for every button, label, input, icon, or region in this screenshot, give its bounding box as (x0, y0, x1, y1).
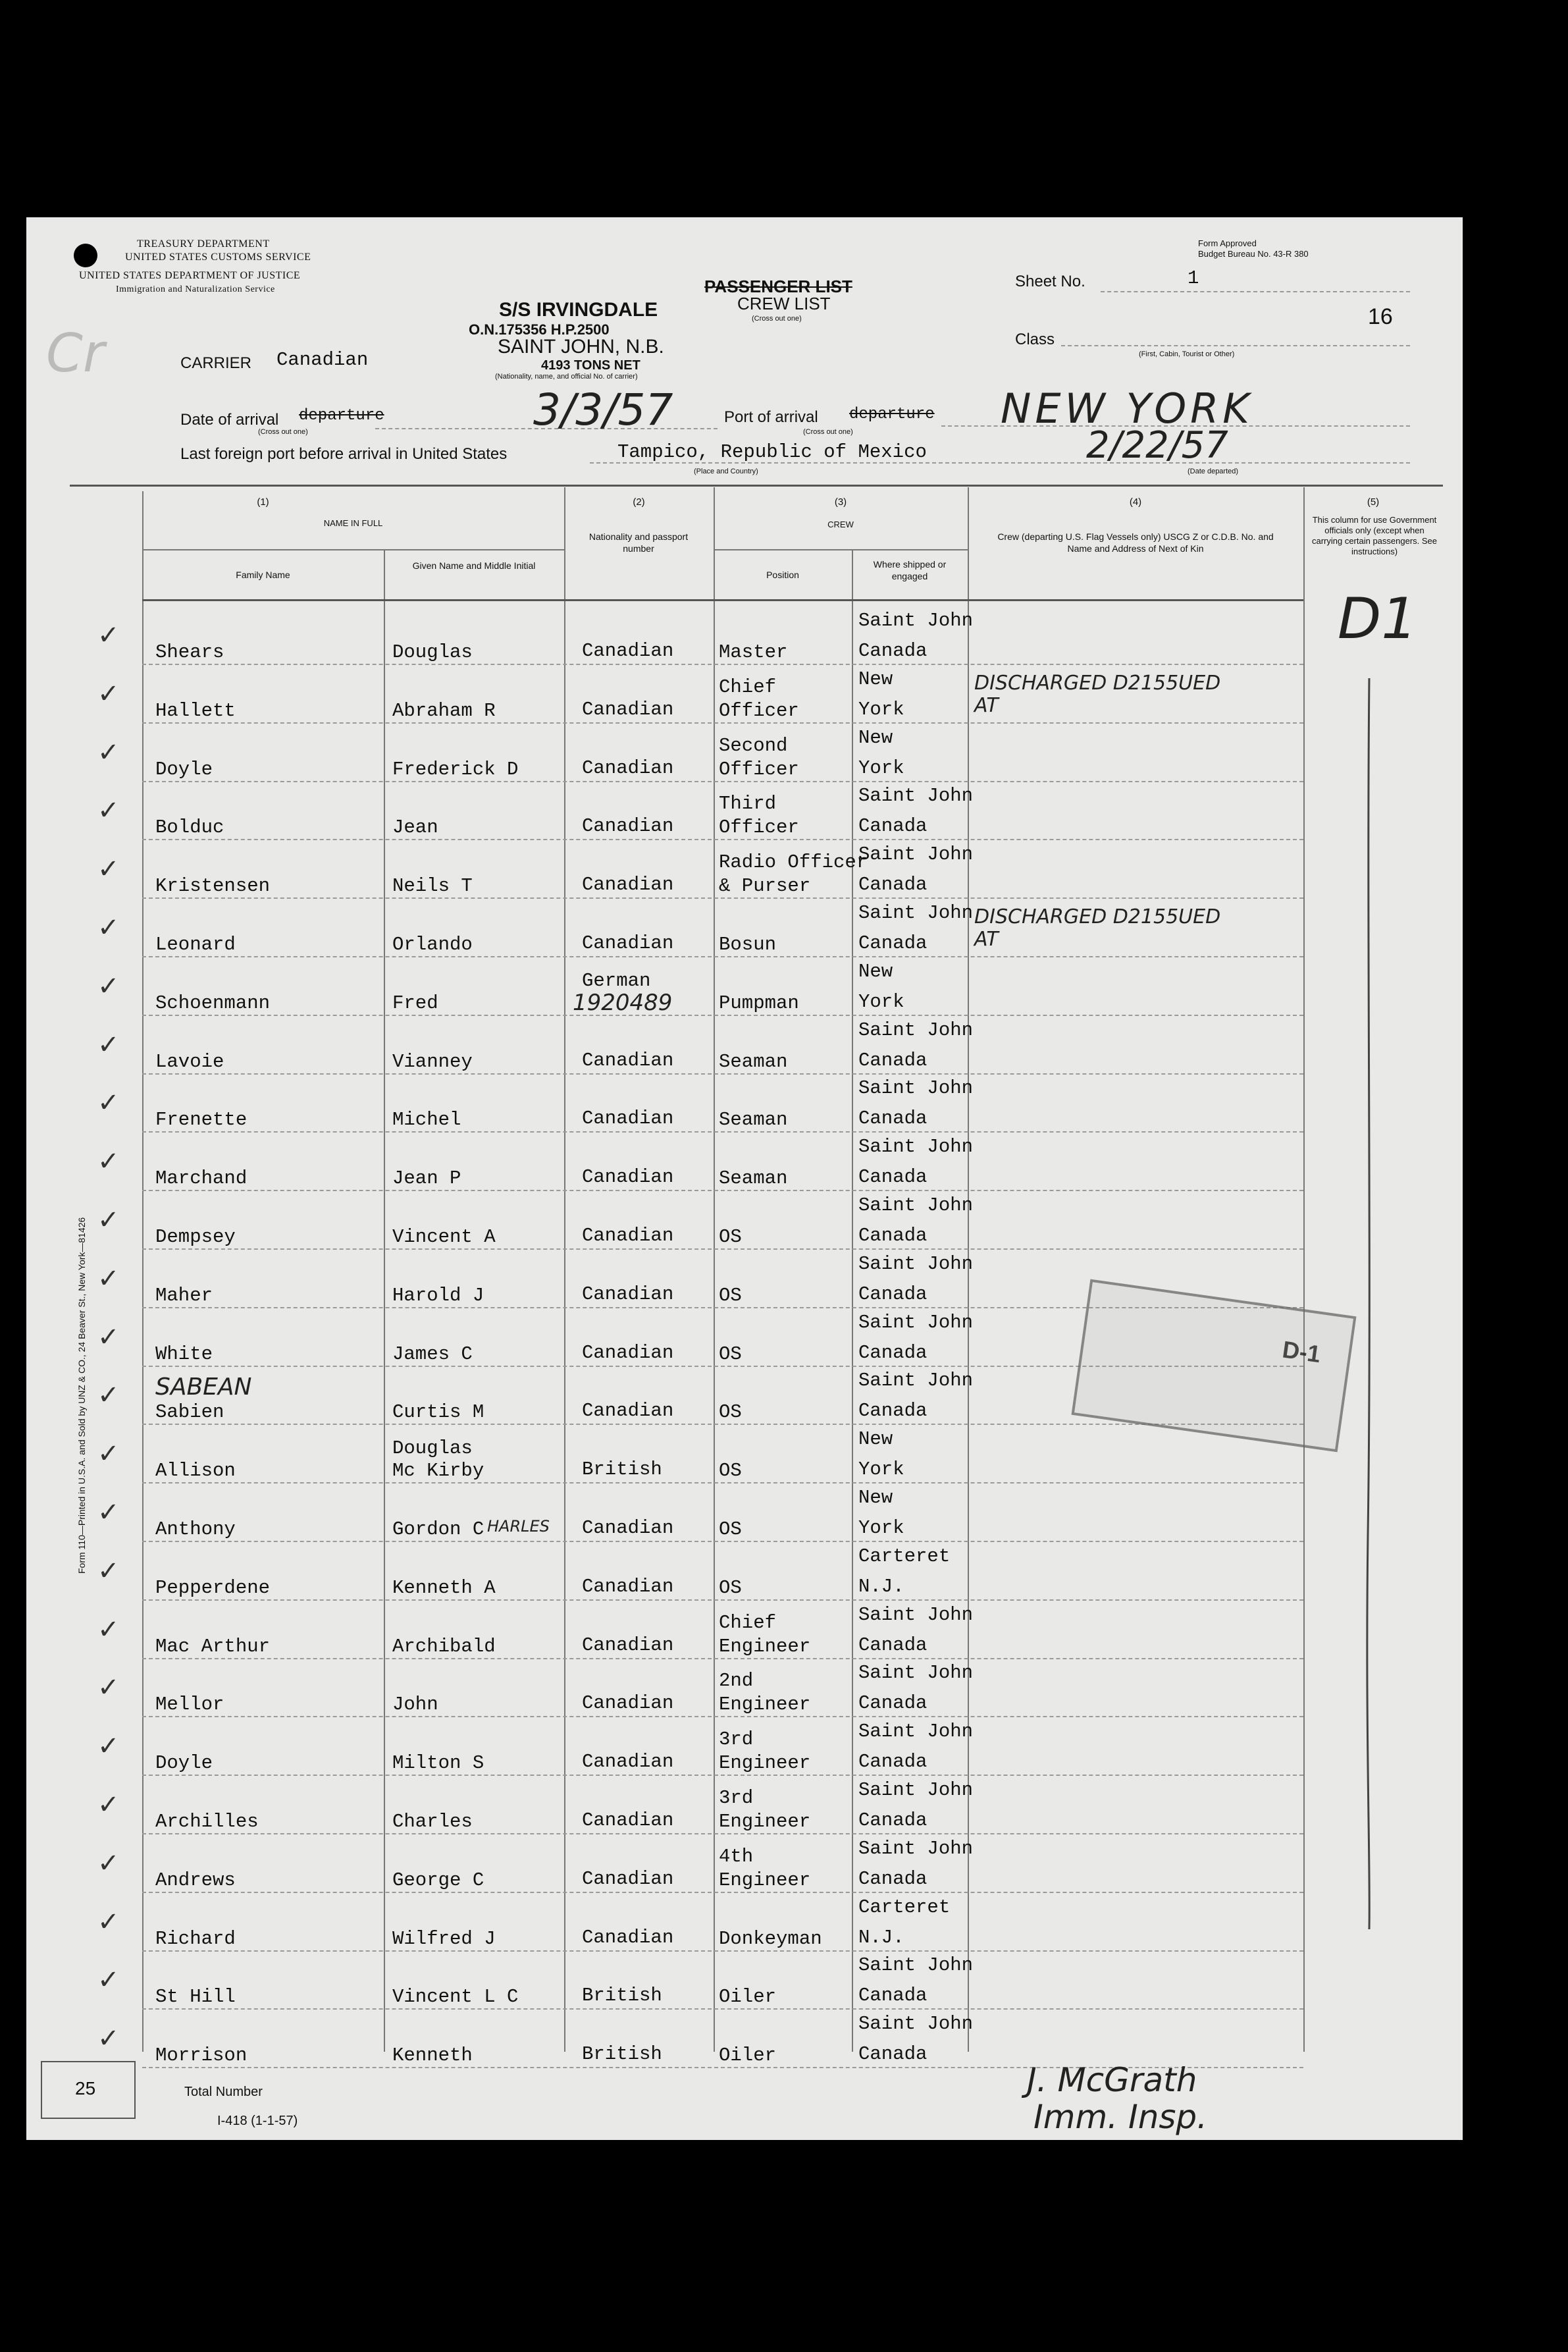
check-mark: ✓ (97, 1029, 120, 1060)
nationality: Canadian (582, 874, 674, 896)
family-name: St Hill (155, 1986, 236, 2008)
family-name: Shears (155, 641, 224, 663)
vessel-stamp-line-4: 4193 TONS NET (541, 358, 640, 373)
check-mark: ✓ (97, 1146, 120, 1177)
position-line-1: Third (719, 793, 777, 815)
given-name: Neils T (392, 875, 473, 897)
position-line-2: Oiler (719, 2045, 777, 2067)
col2-number: (2) (633, 496, 645, 508)
crew-list-title: CREW LIST (737, 294, 831, 313)
cross-out-hint: (Cross out one) (752, 315, 802, 323)
shipped-header: Where shipped or engaged (873, 559, 947, 581)
family-name: Pepperdene (155, 1576, 271, 1599)
given-name: George C (392, 1869, 484, 1891)
shipped-line-1: Saint John (858, 1370, 974, 1392)
given-name: James C (392, 1343, 473, 1365)
given-name: Michel (392, 1109, 461, 1131)
col5-mark: D1 (1338, 586, 1417, 652)
total-number: 25 (75, 2078, 96, 2098)
family-name: Lavoie (155, 1050, 224, 1073)
given-name: Harold J (392, 1284, 484, 1306)
shipped-line-2: Canada (858, 1634, 928, 1656)
shipped-line-2: York (858, 1458, 904, 1481)
check-mark: ✓ (97, 913, 120, 943)
col5-number: (5) (1367, 496, 1380, 508)
position-header: Position (766, 570, 799, 580)
total-box (41, 2061, 136, 2119)
check-mark: ✓ (97, 1322, 120, 1352)
shipped-line-1: Saint John (858, 1019, 974, 1041)
signature-title: Imm. Insp. (1033, 2098, 1208, 2136)
family-name: Leonard (155, 934, 236, 955)
shipped-line-2: Canada (858, 1283, 928, 1305)
shipped-line-1: Saint John (858, 1603, 974, 1626)
nationality: Canadian (582, 1049, 674, 1071)
check-mark: ✓ (97, 854, 120, 885)
given-name-handwritten: HARLES (487, 1517, 550, 1536)
family-name: Mac Arthur (155, 1635, 271, 1657)
shipped-line-2: Canada (858, 815, 928, 838)
position-line-2: Oiler (719, 1986, 777, 2008)
shipped-line-1: Saint John (858, 1252, 974, 1275)
nationality: Canadian (582, 932, 674, 954)
position-line-2: OS (719, 1226, 742, 1248)
position-line-1: 2nd (719, 1670, 754, 1692)
sheet-number: 1 (1188, 267, 1199, 289)
last-port-value: Tampico, Republic of Mexico (617, 441, 927, 463)
given-name: Charles (392, 1811, 473, 1832)
position-line-2: Officer (719, 699, 799, 722)
nationality: Canadian (582, 1575, 674, 1597)
shipped-line-2: Canada (858, 932, 928, 954)
discharge-note: DISCHARGED D2155UED AT (974, 905, 1221, 951)
shipped-line-2: Canada (858, 2043, 928, 2066)
check-mark: ✓ (97, 1088, 120, 1119)
faint-handwriting: Cr (46, 323, 105, 384)
shipped-line-2: N.J. (858, 1926, 904, 1948)
given-name: Vianney (392, 1050, 473, 1073)
position-line-2: Pumpman (719, 992, 799, 1014)
shipped-line-1: Saint John (858, 1136, 974, 1158)
shipped-line-1: Saint John (858, 843, 974, 866)
position-line-1: 3rd (719, 1787, 754, 1809)
nationality: Canadian (582, 640, 674, 662)
given-name: Archibald (392, 1635, 496, 1657)
given-name: Jean (392, 816, 438, 839)
col1-header: NAME IN FULL (323, 518, 383, 528)
position-line-2: Engineer (719, 1869, 811, 1891)
shipped-line-2: N.J. (858, 1575, 904, 1597)
nationality: British (582, 1985, 662, 2007)
position-line-2: Officer (719, 816, 799, 839)
shipped-line-1: New (858, 668, 893, 690)
col1-number: (1) (257, 496, 269, 508)
check-mark: ✓ (97, 1439, 120, 1470)
shipped-line-2: York (858, 990, 904, 1013)
given-name: Kenneth A (392, 1576, 496, 1599)
signature-name: J. McGrath (1027, 2061, 1197, 2099)
form-printer-note: Form 110—Printed in U.S.A. and Sold by UNZ & CO., 24 Beaver St., New York—81426 (76, 1217, 87, 1574)
shipped-line-1: Carteret (858, 1896, 951, 1918)
position-line-1: Second (719, 734, 788, 757)
nationality: Canadian (582, 1225, 674, 1246)
check-mark: ✓ (97, 1205, 120, 1235)
kin-header: Crew (departing U.S. Flag Vessels only) USCG Z or C.D.B. No. and Name and Address of Next of Kin (997, 531, 1274, 554)
check-mark: ✓ (97, 1497, 120, 1528)
nationality: Canadian (582, 1283, 674, 1305)
shipped-line-1: New (858, 1428, 893, 1451)
shipped-line-1: Saint John (858, 1721, 974, 1743)
shipped-line-2: Canada (858, 874, 928, 896)
vessel-stamp-line-2: O.N.175356 H.P.2500 (469, 321, 610, 338)
shipped-line-2: Canada (858, 1166, 928, 1189)
given-name: Abraham R (392, 699, 496, 722)
nationality: Canadian (582, 1634, 674, 1656)
check-mark: ✓ (97, 971, 120, 1002)
nationality: Canadian (582, 1166, 674, 1189)
position-line-2: Seaman (719, 1167, 788, 1190)
check-mark: ✓ (97, 1965, 120, 1996)
date-of-arrival-label: Date of arrival (180, 411, 279, 429)
vessel-stamp-line-3: SAINT JOHN, N.B. (498, 336, 664, 358)
nationality: Canadian (582, 815, 674, 838)
position-line-2: Seaman (719, 1050, 788, 1073)
col4-number: (4) (1129, 496, 1142, 508)
vessel-hint: (Nationality, name, and official No. of carrier) (495, 373, 638, 381)
shipped-line-2: Canada (858, 1692, 928, 1715)
family-name: Bolduc (155, 816, 224, 839)
position-line-2: Bosun (719, 934, 777, 955)
check-mark: ✓ (97, 1263, 120, 1294)
position-line-2: OS (719, 1576, 742, 1599)
family-name: Richard (155, 1927, 236, 1950)
shipped-line-2: Canada (858, 1867, 928, 1890)
passport-number: 1920489 (573, 989, 673, 1016)
class-label: Class (1015, 331, 1055, 348)
shipped-line-1: New (858, 726, 893, 749)
given-name-header: Given Name and Middle Initial (412, 560, 536, 571)
agency-line-3: UNITED STATES DEPARTMENT OF JUSTICE (79, 270, 301, 281)
date-departed-value: 2/22/57 (1086, 424, 1228, 467)
given-name: Orlando (392, 934, 473, 955)
shipped-line-2: Canada (858, 1341, 928, 1364)
shipped-line-2: Canada (858, 640, 928, 662)
family-name-header: Family Name (236, 570, 290, 580)
shipped-line-1: Saint John (858, 610, 974, 631)
position-line-2: & Purser (719, 875, 811, 897)
shipped-line-2: Canada (858, 1809, 928, 1831)
position-line-2: OS (719, 1401, 742, 1424)
check-mark: ✓ (97, 1790, 120, 1820)
shipped-line-2: Canada (858, 1985, 928, 2007)
passenger-list-struck: PASSENGER LIST (704, 277, 852, 296)
check-mark: ✓ (97, 1672, 120, 1703)
position-line-2: Engineer (719, 1811, 811, 1832)
position-line-2: OS (719, 1518, 742, 1540)
family-name: Hallett (155, 699, 236, 722)
position-line-2: Officer (719, 758, 799, 780)
shipped-line-2: Canada (858, 1049, 928, 1071)
shipped-line-1: Saint John (858, 1837, 974, 1859)
departure-struck: departure (299, 407, 384, 425)
position-line-2: Engineer (719, 1752, 811, 1775)
check-mark: ✓ (97, 2023, 120, 2054)
official-use-header: This column for use Government officials only (except when carrying certain passengers. See instructions) (1311, 515, 1438, 556)
shipped-line-1: Saint John (858, 902, 974, 924)
col3-number: (3) (834, 496, 847, 508)
stamp-code: D-1 (1280, 1335, 1322, 1368)
total-label: Total Number (184, 2085, 263, 2099)
shipped-line-1: Carteret (858, 1545, 951, 1567)
check-mark: ✓ (97, 1555, 120, 1586)
position-line-2: Engineer (719, 1694, 811, 1716)
position-line-2: Master (719, 641, 788, 663)
given-name: Douglas (392, 641, 473, 663)
shipped-line-1: Saint John (858, 1954, 974, 1977)
page-number: 16 (1368, 304, 1393, 329)
shipped-line-1: New (858, 960, 893, 982)
nationality: Canadian (582, 1400, 674, 1422)
given-name: Curtis M (392, 1401, 484, 1424)
position-line-1: Radio Officer (719, 851, 868, 874)
given-name: Vincent A (392, 1226, 496, 1248)
shipped-line-2: York (858, 1517, 904, 1539)
given-name: Fred (392, 992, 438, 1014)
nationality: Canadian (582, 698, 674, 720)
carrier-label: CARRIER (180, 354, 252, 372)
check-mark: ✓ (97, 620, 120, 651)
shipped-line-1: Saint John (858, 1194, 974, 1216)
port-of-arrival-value: NEW YORK (1001, 385, 1253, 433)
check-mark: ✓ (97, 678, 120, 709)
family-name: Frenette (155, 1109, 248, 1131)
form-approved: Form Approved (1198, 238, 1257, 248)
form-number: I-418 (1-1-57) (217, 2114, 298, 2128)
family-name: Doyle (155, 758, 213, 780)
family-name: Sabien (155, 1401, 224, 1424)
given-name: Jean P (392, 1167, 461, 1190)
family-name: Archilles (155, 1811, 259, 1832)
nationality-header: Nationality and passport number (588, 531, 689, 554)
nationality: Canadian (582, 1517, 674, 1539)
nationality: Canadian (582, 1926, 674, 1948)
punch-hole (74, 244, 97, 267)
agency-line-4: Immigration and Naturalization Service (116, 284, 275, 294)
shipped-line-2: Canada (858, 1108, 928, 1130)
crew-header: CREW (827, 520, 854, 529)
family-name: Kristensen (155, 875, 271, 897)
family-name: White (155, 1343, 213, 1365)
sheet-label: Sheet No. (1015, 273, 1085, 290)
position-line-2: Seaman (719, 1109, 788, 1131)
shipped-line-1: Saint John (858, 785, 974, 807)
last-port-label: Last foreign port before arrival in United States (180, 445, 508, 463)
manifest-sheet (26, 217, 1463, 2140)
family-name: Schoenmann (155, 992, 271, 1014)
shipped-line-1: Saint John (858, 1077, 974, 1100)
check-mark: ✓ (97, 1731, 120, 1762)
family-name: Allison (155, 1460, 236, 1482)
discharge-note: DISCHARGED D2155UED AT (974, 671, 1221, 717)
family-name: Anthony (155, 1518, 236, 1540)
given-name: Milton S (392, 1752, 484, 1775)
given-name-first: Douglas (392, 1437, 473, 1460)
given-name: Gordon C (392, 1518, 484, 1540)
nationality: Canadian (582, 1867, 674, 1890)
position-line-1: Chief (719, 1611, 777, 1634)
position-line-2: Engineer (719, 1635, 811, 1657)
position-line-1: 4th (719, 1845, 754, 1867)
shipped-line-1: Saint John (858, 1311, 974, 1333)
family-name: Doyle (155, 1752, 213, 1775)
check-mark: ✓ (97, 1614, 120, 1645)
budget-bureau: Budget Bureau No. 43-R 380 (1198, 249, 1309, 259)
shipped-line-2: York (858, 757, 904, 779)
nationality: Canadian (582, 757, 674, 779)
nationality: British (582, 2043, 662, 2066)
family-name: Mellor (155, 1694, 224, 1716)
family-name: Dempsey (155, 1226, 236, 1248)
position-line-2: OS (719, 1284, 742, 1306)
cross-out-hint-port: (Cross out one) (803, 428, 853, 436)
check-mark: ✓ (97, 795, 120, 826)
position-line-1: Chief (719, 676, 777, 698)
check-mark: ✓ (97, 1380, 120, 1411)
col5-vertical-line (1349, 678, 1389, 1929)
nationality: German (582, 969, 651, 992)
given-name: John (392, 1694, 438, 1716)
given-name: Wilfred J (392, 1927, 496, 1950)
agency-line-2: UNITED STATES CUSTOMS SERVICE (125, 252, 311, 263)
place-hint: (Place and Country) (694, 468, 758, 475)
given-name: Mc Kirby (392, 1460, 484, 1482)
vessel-stamp-line-1: S/S IRVINGDALE (499, 299, 658, 321)
shipped-line-1: Saint John (858, 1779, 974, 1801)
shipped-line-2: Canada (858, 1400, 928, 1422)
family-name: Andrews (155, 1869, 236, 1891)
family-name: Maher (155, 1284, 213, 1306)
family-name: Marchand (155, 1167, 248, 1190)
family-name-corrected: SABEAN (155, 1374, 252, 1401)
nationality: Canadian (582, 1108, 674, 1130)
shipped-line-2: Canada (858, 1751, 928, 1773)
date-of-arrival-value: 3/3/57 (533, 385, 673, 435)
nationality: Canadian (582, 1751, 674, 1773)
departed-hint: (Date departed) (1188, 468, 1239, 475)
shipped-line-2: Canada (858, 1225, 928, 1246)
given-name: Frederick D (392, 758, 519, 780)
check-mark: ✓ (97, 1906, 120, 1937)
inspection-stamp (1072, 1279, 1357, 1453)
family-name: Morrison (155, 2045, 248, 2067)
shipped-line-1: New (858, 1487, 893, 1509)
port-departure-struck: departure (849, 406, 935, 423)
nationality: Canadian (582, 1341, 674, 1364)
position-line-2: Donkeyman (719, 1927, 822, 1950)
agency-line-1: TREASURY DEPARTMENT (137, 238, 270, 250)
position-line-1: 3rd (719, 1728, 754, 1751)
position-line-2: OS (719, 1460, 742, 1482)
class-hint: (First, Cabin, Tourist or Other) (1139, 350, 1235, 358)
cross-out-hint-date: (Cross out one) (258, 428, 308, 436)
carrier-value: Canadian (276, 349, 369, 371)
nationality: Canadian (582, 1692, 674, 1715)
given-name: Kenneth (392, 2045, 473, 2067)
nationality: Canadian (582, 1809, 674, 1831)
check-mark: ✓ (97, 737, 120, 768)
check-mark: ✓ (97, 1848, 120, 1879)
port-of-arrival-label: Port of arrival (724, 408, 818, 426)
given-name: Vincent L C (392, 1986, 519, 2008)
shipped-line-1: Saint John (858, 1662, 974, 1684)
position-line-2: OS (719, 1343, 742, 1365)
shipped-line-2: York (858, 698, 904, 720)
shipped-line-1: Saint John (858, 2013, 974, 2035)
nationality: British (582, 1458, 662, 1481)
